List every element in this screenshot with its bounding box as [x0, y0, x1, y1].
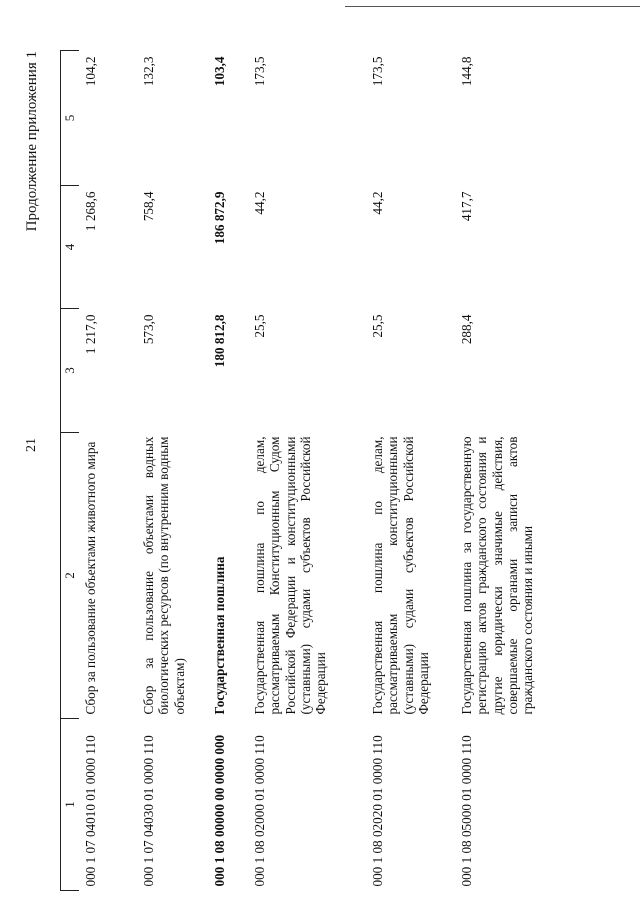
value-col-3-cell: 25,5: [252, 314, 267, 338]
table-row: [137, 51, 208, 891]
value-col-3-cell: 573,0: [141, 314, 156, 345]
value-col-5-cell: 132,3: [141, 56, 156, 87]
code-cell: 000 1 08 02020 01 0000 110: [370, 735, 385, 887]
rotated-page-content: [24, 51, 624, 891]
name-cell: Государственная пошлина за государственную регистрацию актов гражданского состояния и другие юридически значимые действия, совершаемые органами записи актов гражданского состояния и иными: [459, 436, 536, 715]
name-cell: Государственная пошлина по делам, рассматриваемым конституционными (уставными) судами субъектов Российской Федерации: [370, 436, 431, 715]
value-col-4-cell: 417,7: [459, 191, 474, 222]
value-col-4-cell: 186 872,9: [212, 191, 227, 245]
code-cell: 000 1 08 05000 01 0000 110: [459, 735, 474, 887]
code-cell: 000 1 08 02000 01 0000 110: [252, 735, 267, 887]
value-col-3-cell: 1 217,0: [83, 314, 98, 355]
value-col-4-cell: 44,2: [370, 191, 385, 215]
code-cell: 000 1 07 04010 01 0000 110: [83, 735, 98, 887]
table-row: [248, 51, 366, 891]
table-header-row: [61, 51, 80, 891]
code-cell: 000 1 07 04030 01 0000 110: [141, 735, 156, 887]
value-col-5-cell: 144,8: [459, 56, 474, 87]
header-col-4: 4: [61, 186, 80, 309]
value-col-4-cell: 44,2: [252, 191, 267, 215]
name-cell: Государственная пошлина: [212, 556, 227, 715]
budget-table: [60, 50, 595, 891]
value-col-4-cell: 758,4: [141, 191, 156, 222]
header-col-2: 2: [61, 433, 80, 719]
page-number: 21: [24, 438, 39, 452]
value-col-4-cell: 1 268,6: [83, 191, 98, 232]
value-col-3-cell: 180 812,8: [212, 314, 227, 368]
value-col-3-cell: 288,4: [459, 314, 474, 345]
header-col-1: 1: [61, 719, 80, 891]
value-col-3-cell: 25,5: [370, 314, 385, 338]
table-row: [208, 51, 248, 891]
value-col-5-cell: 103,4: [212, 56, 227, 87]
table-body: [79, 51, 595, 891]
value-col-5-cell: 104,2: [83, 56, 98, 87]
code-cell: 000 1 08 00000 00 0000 000: [212, 734, 227, 887]
value-col-5-cell: 173,5: [252, 56, 267, 87]
top-border-line: [345, 6, 640, 7]
continuation-subtitle: Продолжение приложения 1: [24, 51, 40, 232]
name-cell: Сбор за пользование объектами водных биологических ресурсов (по внутренним водным объектам): [141, 436, 187, 715]
header-col-3: 3: [61, 309, 80, 433]
table-row: [79, 51, 137, 891]
table-row: [455, 51, 595, 891]
value-col-5-cell: 173,5: [370, 56, 385, 87]
name-cell: Государственная пошлина по делам, рассматриваемым Конституционным Судом Российской Федерации и конституционными (уставными) судами субъектов Российской Федерации: [252, 436, 329, 715]
name-cell: Сбор за пользование объектами животного мира: [83, 441, 98, 715]
header-col-5: 5: [61, 51, 80, 186]
table-row: [366, 51, 455, 891]
